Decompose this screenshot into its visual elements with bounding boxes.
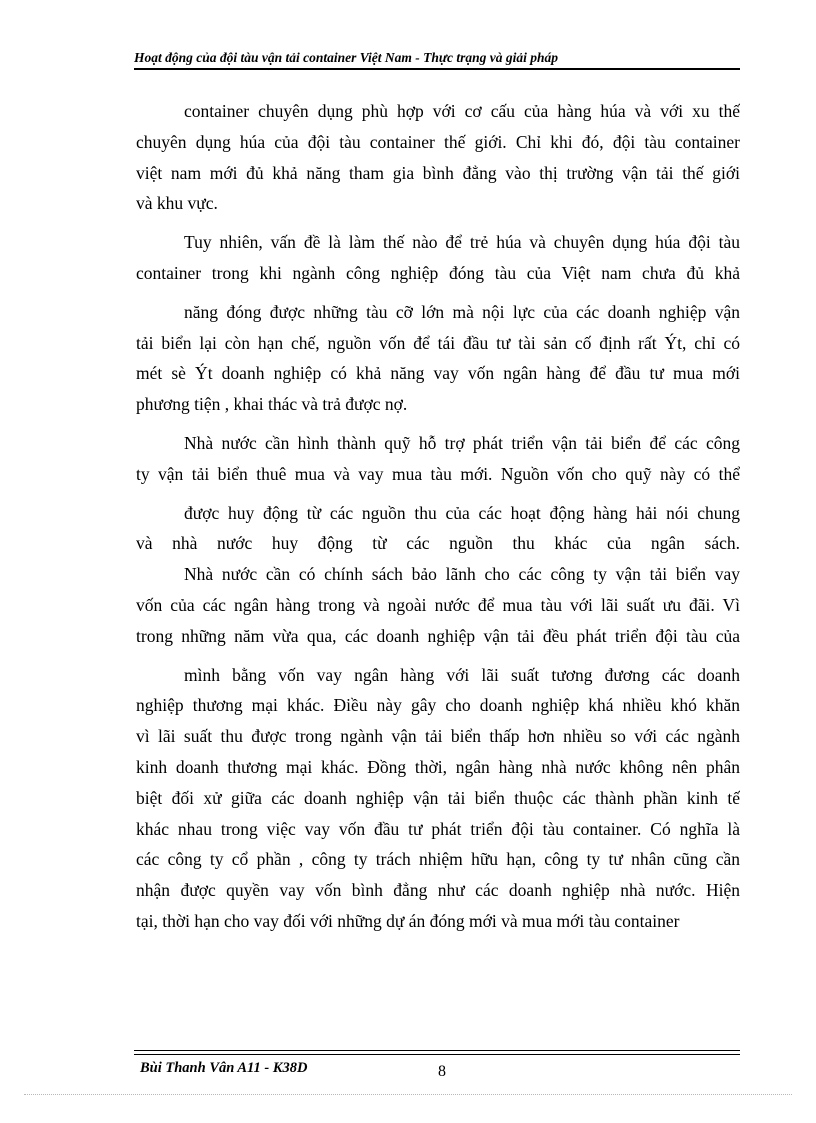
footer-rule <box>134 1054 740 1055</box>
page-number: 8 <box>438 1063 446 1080</box>
paragraph-gap <box>136 420 740 428</box>
paragraph-gap <box>136 490 740 498</box>
text-line: và nhà nước huy động từ các nguồn thu khác của ngân sách. <box>136 533 740 554</box>
text-line: container chuyên dụng phù hợp với cơ cấu của hàng húa và với xu thế <box>184 101 740 121</box>
paragraph-gap <box>136 219 740 227</box>
text-line: mình bằng vốn vay ngân hàng với lãi suất tương đương các doanh <box>184 664 740 685</box>
text-line: kinh doanh thương mại khác. Đồng thời, ngân hàng nhà nước không nên phân <box>136 756 740 777</box>
body-text <box>136 96 740 937</box>
text-line: năng đóng được những tàu cỡ lớn mà nội lực của các doanh nghiệp vận <box>184 301 740 322</box>
footer-author: Bùi Thanh Vân A11 - K38D <box>140 1060 308 1076</box>
running-header: Hoạt động của đội tàu vận tải container Việt Nam - Thực trạng và giải pháp <box>134 50 558 65</box>
text-line: Nhà nước cần có chính sách bảo lãnh cho các công ty vận tải biển vay <box>184 564 740 585</box>
text-line: nghiệp thương mại khác. Điều này gây cho doanh nghiệp khá nhiều khó khăn <box>136 695 740 716</box>
text-line: Nhà nước cần hình thành quỹ hỗ trợ phát triển vận tải biển để các công <box>184 432 740 453</box>
text-line: ty vận tải biển thuê mua và vay mua tàu mới. Nguồn vốn cho quỹ này có thể <box>136 463 740 484</box>
text-line: các công ty cổ phần , công ty trách nhiệm hữu hạn, công ty tư nhân cũng cần <box>136 849 740 870</box>
page-edge-dotted-line <box>24 1094 792 1095</box>
text-line: nhận được quyền vay vốn bình đẳng như các doanh nghiệp nhà nước. Hiện <box>136 880 740 901</box>
text-line: phương tiện , khai thác và trả được nợ. <box>136 394 408 415</box>
paragraph-gap <box>136 289 740 297</box>
text-line: container trong khi ngành công nghiệp đóng tàu của Việt nam chưa đủ khả <box>136 262 740 283</box>
text-line: trong những năm vừa qua, các doanh nghiệp vận tải đều phát triển đội tàu của <box>136 625 740 646</box>
paragraph-gap <box>136 652 740 660</box>
text-line: mét sè Ýt doanh nghiệp có khả năng vay vốn ngân hàng để đầu tư mua mới <box>136 363 740 384</box>
text-line: tại, thời hạn cho vay đối với những dự án đóng mới và mua mới tàu container <box>136 910 680 931</box>
text-line: chuyên dụng húa của đội tàu container thế giới. Chỉ khi đó, đội tàu container <box>136 131 740 152</box>
text-line: tải biển lại còn hạn chế, nguồn vốn để tái đầu tư tài sản cố định rất Ýt, chỉ có <box>136 332 740 353</box>
text-line: khác nhau trong việc vay vốn đầu tư phát triển đội tàu container. Có nghĩa là <box>136 818 740 839</box>
text-line: vốn của các ngân hàng trong và ngoài nước để mua tàu với lãi suất ưu đãi. Vì <box>136 594 740 615</box>
text-line: việt nam mới đủ khả năng tham gia bình đẳng vào thị trường vận tải thế giới <box>136 162 740 183</box>
text-line: Tuy nhiên, vấn đề là làm thế nào để trẻ húa và chuyên dụng húa đội tàu <box>184 232 740 253</box>
text-line: biệt đối xử giữa các doanh nghiệp vận tải biển thuộc các thành phần kinh tế <box>136 787 740 808</box>
header-rule <box>134 68 740 70</box>
text-line: và khu vực. <box>136 193 218 214</box>
text-line: vì lãi suất thu được trong ngành vận tải biển thấp hơn nhiều so với các ngành <box>136 726 740 747</box>
footer-rule <box>134 1050 740 1051</box>
text-line: được huy động từ các nguồn thu của các hoạt động hàng hải nói chung <box>184 502 740 523</box>
